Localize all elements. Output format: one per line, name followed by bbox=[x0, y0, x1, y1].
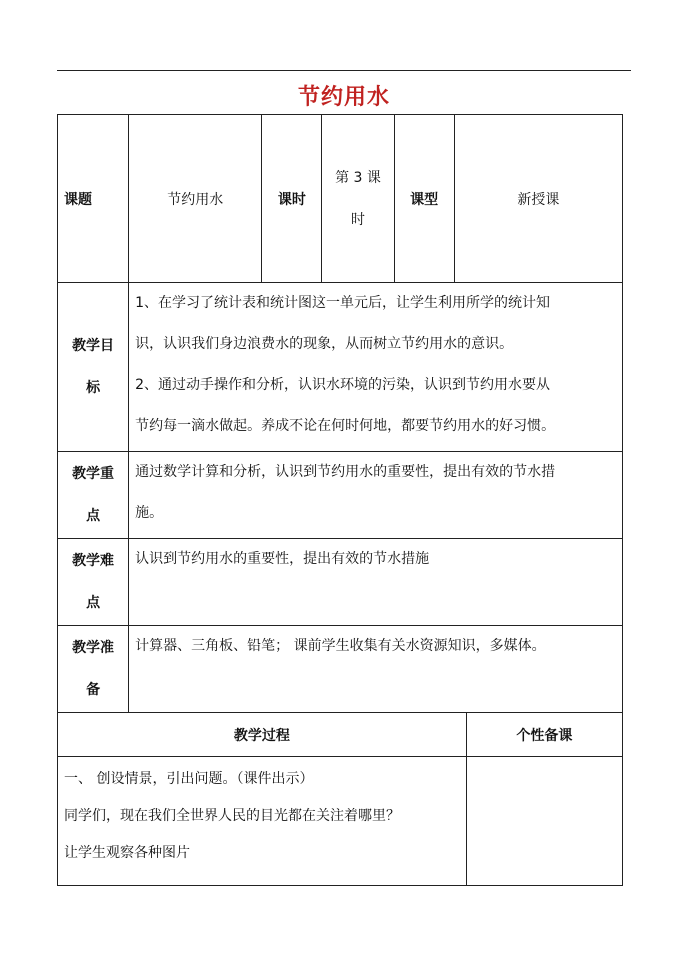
period-value-line2: 时 bbox=[351, 211, 366, 228]
process-header: 教学过程 bbox=[58, 713, 467, 757]
key-points-label-line1: 教学重 bbox=[72, 466, 115, 482]
preparation-label bbox=[58, 626, 129, 713]
goals-content bbox=[129, 283, 623, 452]
preparation-row bbox=[58, 626, 623, 713]
period-value-line1: 第 3 课 bbox=[335, 169, 381, 186]
lesson-plan-table bbox=[57, 114, 623, 886]
process-content bbox=[58, 757, 467, 886]
preparation-label-line1: 教学准 bbox=[72, 640, 115, 656]
goals-line: 识，认识我们身边浪费水的现象，从而树立节约用水的意识。 bbox=[135, 336, 514, 352]
notes-header: 个性备课 bbox=[466, 713, 622, 757]
period-value bbox=[322, 115, 394, 283]
key-points-row bbox=[58, 452, 623, 539]
process-line: 一、 创设情景，引出问题。（课件出示） bbox=[64, 771, 314, 787]
header-row bbox=[58, 115, 623, 283]
goals-line: 2、通过动手操作和分析，认识水环境的污染，认识到节约用水要从 bbox=[135, 377, 551, 393]
preparation-text: 计算器、三角板、铅笔； 课前学生收集有关水资源知识，多媒体。 bbox=[135, 638, 546, 654]
period-label: 课时 bbox=[262, 115, 322, 283]
type-label: 课型 bbox=[394, 115, 454, 283]
page-title: 节约用水 bbox=[297, 85, 390, 110]
difficulties-content bbox=[129, 539, 623, 626]
difficulties-label-line1: 教学难 bbox=[72, 553, 115, 569]
process-row bbox=[58, 757, 623, 886]
key-points-content bbox=[129, 452, 623, 539]
topic-value: 节约用水 bbox=[129, 115, 262, 283]
process-line: 同学们，现在我们全世界人民的目光都在关注着哪里？ bbox=[64, 808, 400, 824]
goals-label-line2: 标 bbox=[86, 380, 101, 396]
difficulties-text: 认识到节约用水的重要性，提出有效的节水措施 bbox=[135, 551, 430, 567]
key-points-line: 施。 bbox=[135, 505, 164, 521]
process-header-row bbox=[58, 713, 623, 757]
notes-content bbox=[466, 757, 622, 886]
process-line: 让学生观察各种图片 bbox=[64, 845, 190, 861]
preparation-label-line2: 备 bbox=[86, 682, 101, 698]
goals-row bbox=[58, 283, 623, 452]
goals-line: 节约每一滴水做起。养成不论在何时何地，都要节约用水的好习惯。 bbox=[135, 418, 556, 434]
key-points-label-line2: 点 bbox=[86, 508, 101, 524]
goals-label bbox=[58, 283, 129, 452]
top-rule bbox=[57, 70, 631, 71]
difficulties-row bbox=[58, 539, 623, 626]
goals-line: 1、在学习了统计表和统计图这一单元后，让学生利用所学的统计知 bbox=[135, 295, 551, 311]
type-value: 新授课 bbox=[454, 115, 622, 283]
difficulties-label bbox=[58, 539, 129, 626]
difficulties-label-line2: 点 bbox=[86, 595, 101, 611]
key-points-line: 通过数学计算和分析，认识到节约用水的重要性，提出有效的节水措 bbox=[135, 464, 556, 480]
key-points-label bbox=[58, 452, 129, 539]
topic-label: 课题 bbox=[58, 115, 129, 283]
preparation-content bbox=[129, 626, 623, 713]
goals-label-line1: 教学目 bbox=[72, 338, 115, 354]
